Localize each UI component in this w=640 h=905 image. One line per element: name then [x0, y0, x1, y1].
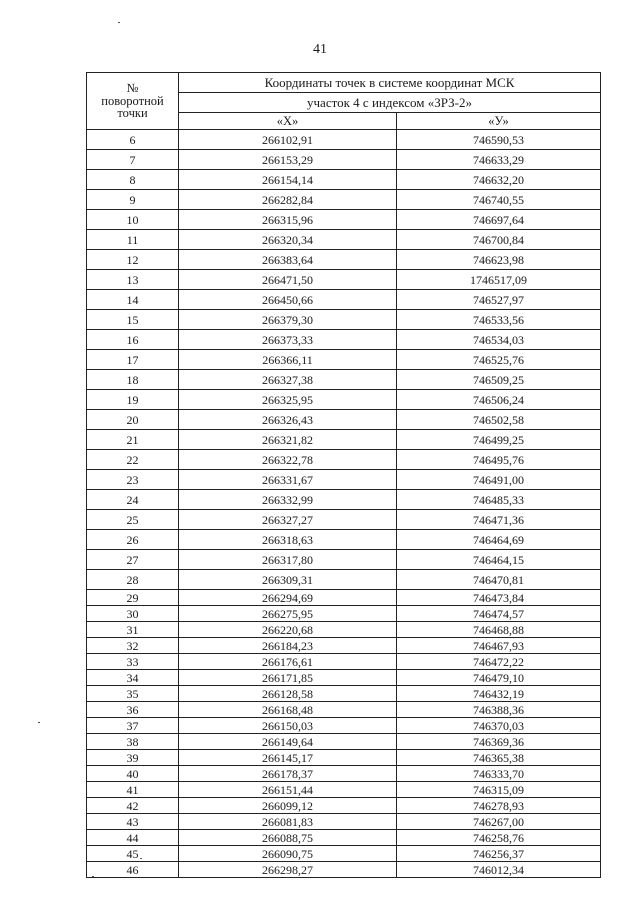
- table-row: [87, 670, 601, 686]
- y-coordinate-cell: 746534,03: [397, 330, 601, 350]
- y-coordinate-cell: 746470,81: [397, 570, 601, 590]
- point-number-cell: 32: [87, 638, 179, 654]
- point-number-cell: 24: [87, 490, 179, 510]
- table-row: [87, 190, 601, 210]
- table-row: [87, 390, 601, 410]
- x-coordinate-cell: 266176,61: [179, 654, 397, 670]
- scan-speck: [140, 858, 142, 859]
- point-number-cell: 18: [87, 370, 179, 390]
- x-coordinate-cell: 266332,99: [179, 490, 397, 510]
- point-number-cell: 22: [87, 450, 179, 470]
- y-coordinate-cell: 746509,25: [397, 370, 601, 390]
- table-row: [87, 550, 601, 570]
- table-row: [87, 570, 601, 590]
- table-row: [87, 130, 601, 150]
- table-subtitle: участок 4 с индексом «ЗРЗ-2»: [179, 93, 601, 113]
- y-coordinate-cell: 746506,24: [397, 390, 601, 410]
- table-row: [87, 250, 601, 270]
- point-number-cell: 27: [87, 550, 179, 570]
- x-coordinate-cell: 266309,31: [179, 570, 397, 590]
- y-coordinate-cell: 746632,20: [397, 170, 601, 190]
- x-coordinate-cell: 266149,64: [179, 734, 397, 750]
- point-number-cell: 9: [87, 190, 179, 210]
- point-number-cell: 10: [87, 210, 179, 230]
- y-coordinate-cell: 746467,93: [397, 638, 601, 654]
- y-coordinate-cell: 746432,19: [397, 686, 601, 702]
- point-number-cell: 21: [87, 430, 179, 450]
- y-coordinate-cell: 746495,76: [397, 450, 601, 470]
- table-row: [87, 734, 601, 750]
- point-number-cell: 44: [87, 830, 179, 846]
- table-row: [87, 750, 601, 766]
- point-number-header-line: точки: [117, 106, 148, 121]
- point-number-cell: 33: [87, 654, 179, 670]
- x-coordinate-cell: 266298,27: [179, 862, 397, 878]
- y-coordinate-cell: 746491,00: [397, 470, 601, 490]
- table-row: [87, 470, 601, 490]
- table-row: [87, 430, 601, 450]
- x-coordinate-cell: 266317,80: [179, 550, 397, 570]
- y-coordinate-cell: 746479,10: [397, 670, 601, 686]
- table-row: [87, 718, 601, 734]
- y-coordinate-cell: 746464,69: [397, 530, 601, 550]
- table-row: [87, 150, 601, 170]
- table-row: [87, 702, 601, 718]
- point-number-cell: 17: [87, 350, 179, 370]
- x-coordinate-cell: 266320,34: [179, 230, 397, 250]
- y-coordinate-cell: 746333,70: [397, 766, 601, 782]
- y-coordinate-cell: 746697,64: [397, 210, 601, 230]
- x-coordinate-cell: 266315,96: [179, 210, 397, 230]
- y-column-header: «У»: [397, 113, 601, 130]
- table-row: [87, 862, 601, 878]
- y-coordinate-cell: 746525,76: [397, 350, 601, 370]
- y-coordinate-cell: 746369,36: [397, 734, 601, 750]
- x-coordinate-cell: 266090,75: [179, 846, 397, 862]
- table-row: [87, 510, 601, 530]
- y-coordinate-cell: 746258,76: [397, 830, 601, 846]
- x-coordinate-cell: 266282,84: [179, 190, 397, 210]
- y-coordinate-cell: 746499,25: [397, 430, 601, 450]
- x-coordinate-cell: 266327,38: [179, 370, 397, 390]
- table-row: [87, 590, 601, 606]
- table-row: [87, 370, 601, 390]
- x-coordinate-cell: 266318,63: [179, 530, 397, 550]
- x-coordinate-cell: 266322,78: [179, 450, 397, 470]
- y-coordinate-cell: 746365,38: [397, 750, 601, 766]
- scan-speck: [92, 876, 94, 877]
- x-coordinate-cell: 266168,48: [179, 702, 397, 718]
- point-number-header: [87, 73, 179, 130]
- y-coordinate-cell: 746315,09: [397, 782, 601, 798]
- x-coordinate-cell: 266220,68: [179, 622, 397, 638]
- x-coordinate-cell: 266153,29: [179, 150, 397, 170]
- point-number-cell: 6: [87, 130, 179, 150]
- x-coordinate-cell: 266184,23: [179, 638, 397, 654]
- x-column-header: «X»: [179, 113, 397, 130]
- point-number-cell: 13: [87, 270, 179, 290]
- table-header: [87, 73, 601, 130]
- x-coordinate-cell: 266128,58: [179, 686, 397, 702]
- coordinates-table: [86, 72, 601, 878]
- point-number-cell: 39: [87, 750, 179, 766]
- table-row: [87, 814, 601, 830]
- page-number: 41: [313, 42, 327, 57]
- y-coordinate-cell: 746388,36: [397, 702, 601, 718]
- y-coordinate-cell: 746740,55: [397, 190, 601, 210]
- table-row: [87, 290, 601, 310]
- x-coordinate-cell: 266326,43: [179, 410, 397, 430]
- x-coordinate-cell: 266321,82: [179, 430, 397, 450]
- point-number-cell: 45: [87, 846, 179, 862]
- x-coordinate-cell: 266327,27: [179, 510, 397, 530]
- table-row: [87, 170, 601, 190]
- table-row: [87, 270, 601, 290]
- scan-speck: [118, 22, 120, 23]
- point-number-header-line: №: [126, 81, 139, 96]
- x-coordinate-cell: 266275,95: [179, 606, 397, 622]
- x-coordinate-cell: 266373,33: [179, 330, 397, 350]
- x-coordinate-cell: 266151,44: [179, 782, 397, 798]
- point-number-cell: 14: [87, 290, 179, 310]
- x-coordinate-cell: 266145,17: [179, 750, 397, 766]
- point-number-cell: 7: [87, 150, 179, 170]
- table-row: [87, 686, 601, 702]
- y-coordinate-cell: 746472,22: [397, 654, 601, 670]
- table-row: [87, 210, 601, 230]
- table-row: [87, 450, 601, 470]
- point-number-cell: 34: [87, 670, 179, 686]
- point-number-cell: 20: [87, 410, 179, 430]
- point-number-cell: 11: [87, 230, 179, 250]
- point-number-cell: 12: [87, 250, 179, 270]
- point-number-cell: 26: [87, 530, 179, 550]
- point-number-cell: 15: [87, 310, 179, 330]
- y-coordinate-cell: 746623,98: [397, 250, 601, 270]
- point-number-cell: 43: [87, 814, 179, 830]
- x-coordinate-cell: 266102,91: [179, 130, 397, 150]
- scan-speck: [38, 722, 40, 723]
- x-coordinate-cell: 266450,66: [179, 290, 397, 310]
- x-coordinate-cell: 266383,64: [179, 250, 397, 270]
- point-number-cell: 30: [87, 606, 179, 622]
- point-number-cell: 46: [87, 862, 179, 878]
- x-coordinate-cell: 266325,95: [179, 390, 397, 410]
- y-coordinate-cell: 746700,84: [397, 230, 601, 250]
- table-row: [87, 230, 601, 250]
- table-row: [87, 638, 601, 654]
- y-coordinate-cell: 746473,84: [397, 590, 601, 606]
- y-coordinate-cell: 746485,33: [397, 490, 601, 510]
- x-coordinate-cell: 266379,30: [179, 310, 397, 330]
- y-coordinate-cell: 746464,15: [397, 550, 601, 570]
- table-row: [87, 606, 601, 622]
- x-coordinate-cell: 266150,03: [179, 718, 397, 734]
- table-title: Координаты точек в системе координат МСК: [179, 73, 601, 93]
- y-coordinate-cell: 746256,37: [397, 846, 601, 862]
- point-number-cell: 28: [87, 570, 179, 590]
- table-row: [87, 622, 601, 638]
- x-coordinate-cell: 266171,85: [179, 670, 397, 686]
- table-row: [87, 798, 601, 814]
- point-number-cell: 19: [87, 390, 179, 410]
- x-coordinate-cell: 266366,11: [179, 350, 397, 370]
- x-coordinate-cell: 266471,50: [179, 270, 397, 290]
- point-number-cell: 37: [87, 718, 179, 734]
- table-row: [87, 530, 601, 550]
- x-coordinate-cell: 266294,69: [179, 590, 397, 606]
- point-number-cell: 31: [87, 622, 179, 638]
- table-row: [87, 766, 601, 782]
- table-row: [87, 330, 601, 350]
- table-row: [87, 410, 601, 430]
- point-number-cell: 23: [87, 470, 179, 490]
- x-coordinate-cell: 266331,67: [179, 470, 397, 490]
- table-row: [87, 830, 601, 846]
- point-number-cell: 41: [87, 782, 179, 798]
- y-coordinate-cell: 746468,88: [397, 622, 601, 638]
- point-number-cell: 35: [87, 686, 179, 702]
- point-number-cell: 25: [87, 510, 179, 530]
- y-coordinate-cell: 746527,97: [397, 290, 601, 310]
- y-coordinate-cell: 1746517,09: [397, 270, 601, 290]
- x-coordinate-cell: 266099,12: [179, 798, 397, 814]
- table-row: [87, 846, 601, 862]
- point-number-cell: 40: [87, 766, 179, 782]
- x-coordinate-cell: 266178,37: [179, 766, 397, 782]
- table-row: [87, 350, 601, 370]
- y-coordinate-cell: 746471,36: [397, 510, 601, 530]
- point-number-cell: 36: [87, 702, 179, 718]
- point-number-cell: 38: [87, 734, 179, 750]
- table-row: [87, 490, 601, 510]
- y-coordinate-cell: 746012,34: [397, 862, 601, 878]
- x-coordinate-cell: 266081,83: [179, 814, 397, 830]
- table-row: [87, 782, 601, 798]
- point-number-cell: 29: [87, 590, 179, 606]
- point-number-cell: 16: [87, 330, 179, 350]
- y-coordinate-cell: 746533,56: [397, 310, 601, 330]
- x-coordinate-cell: 266088,75: [179, 830, 397, 846]
- x-coordinate-cell: 266154,14: [179, 170, 397, 190]
- point-number-cell: 8: [87, 170, 179, 190]
- y-coordinate-cell: 746278,93: [397, 798, 601, 814]
- y-coordinate-cell: 746370,03: [397, 718, 601, 734]
- y-coordinate-cell: 746590,53: [397, 130, 601, 150]
- y-coordinate-cell: 746633,29: [397, 150, 601, 170]
- table-body: [87, 130, 601, 878]
- table-row: [87, 310, 601, 330]
- y-coordinate-cell: 746267,00: [397, 814, 601, 830]
- table-row: [87, 654, 601, 670]
- point-number-header-line: поворотной: [101, 93, 164, 108]
- point-number-cell: 42: [87, 798, 179, 814]
- y-coordinate-cell: 746502,58: [397, 410, 601, 430]
- y-coordinate-cell: 746474,57: [397, 606, 601, 622]
